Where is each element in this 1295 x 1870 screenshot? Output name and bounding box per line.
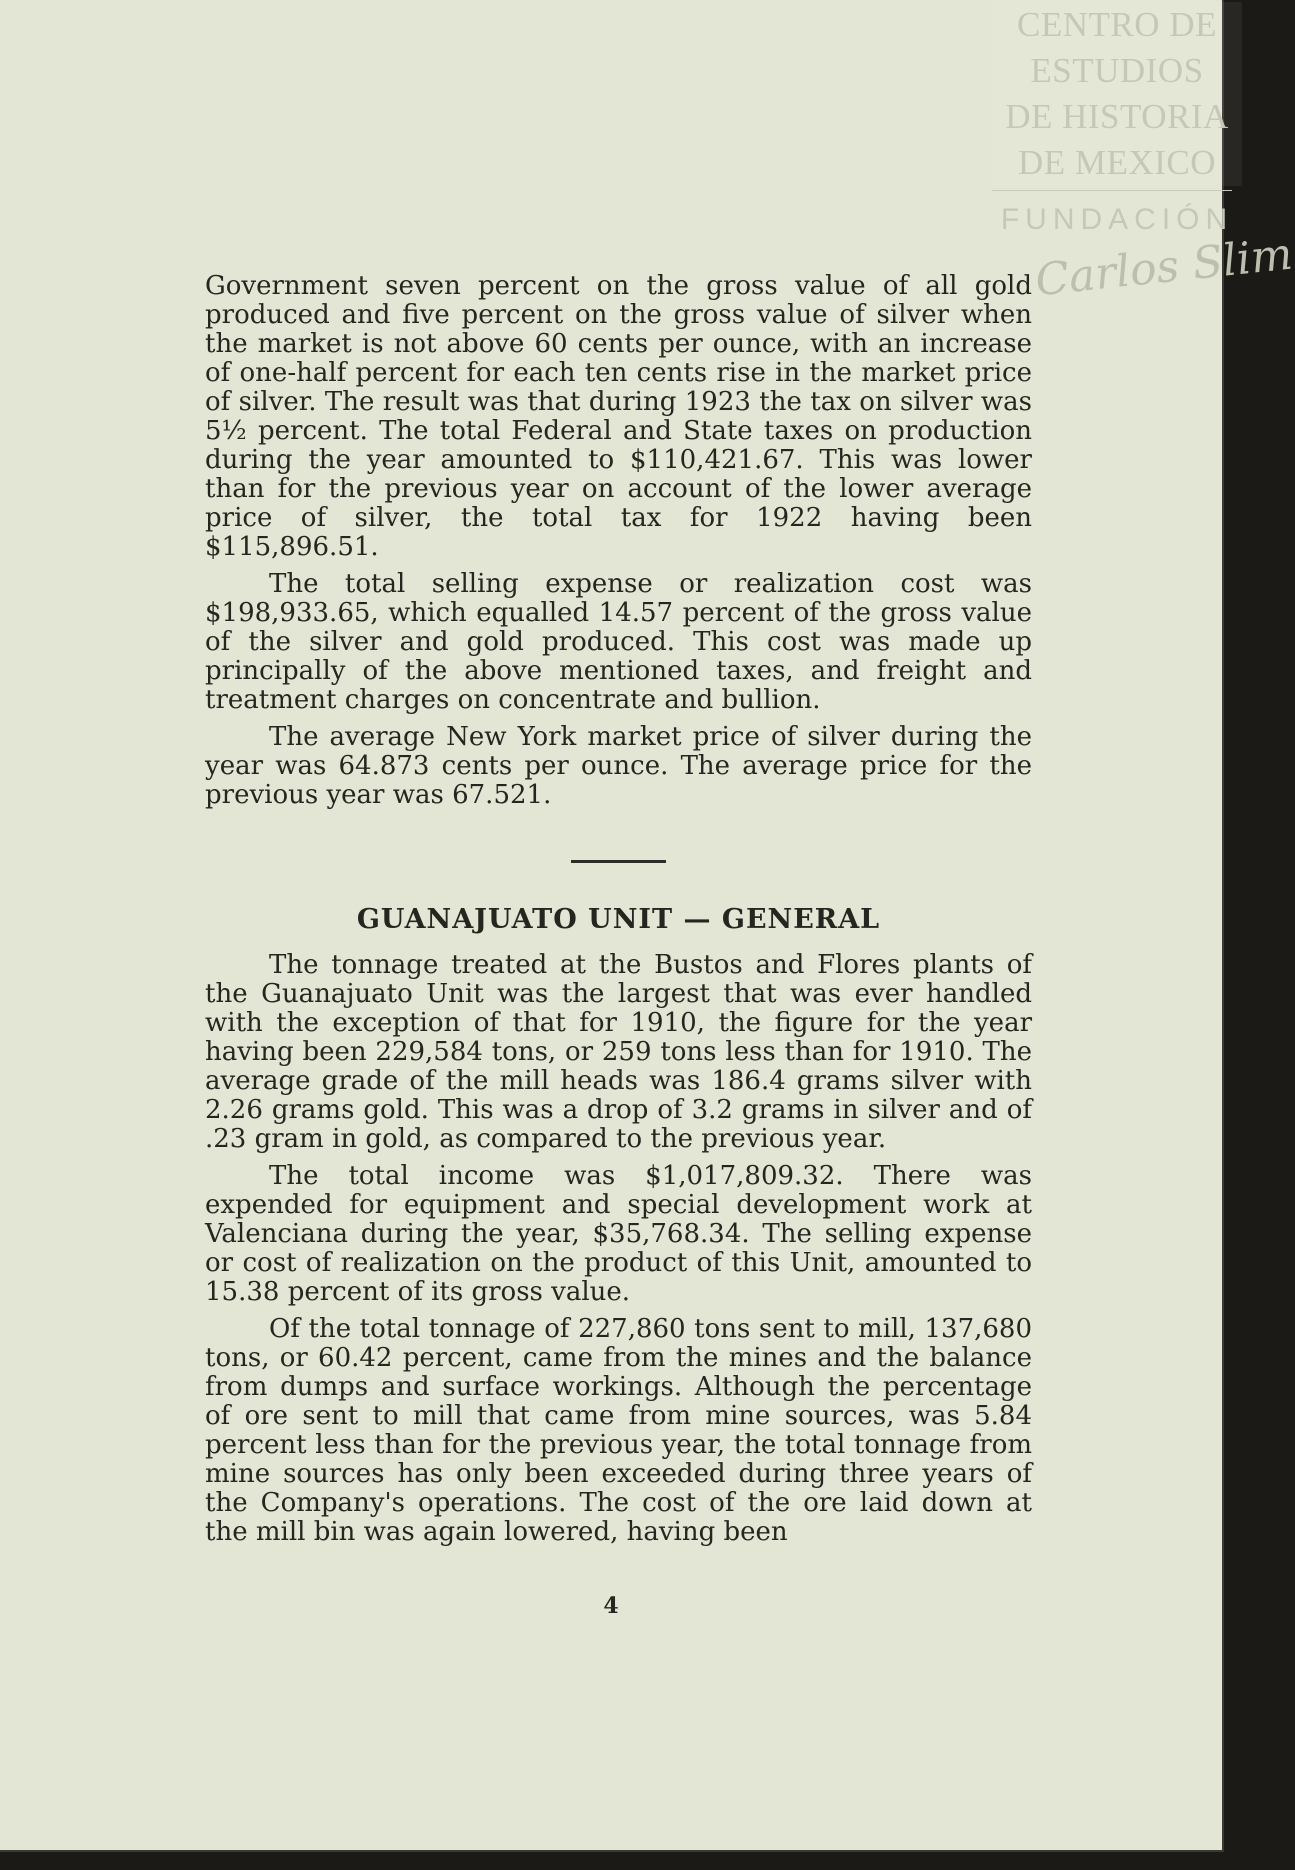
section-paragraph-2: The total income was $1,017,809.32. There was expended for equipment and special development work at Valenciana during the year, $35,768.34. The selling expense or cost of realization on the product of this Unit, amounted to 15.38 percent of its gross value.: [205, 1161, 1032, 1307]
section-heading: GUANAJUATO UNIT — GENERAL: [356, 904, 881, 935]
watermark-divider: [992, 190, 1232, 191]
watermark-institution-block: [992, 2, 1242, 186]
section-paragraph-3: Of the total tonnage of 227,860 tons sent to mill, 137,680 tons, or 60.42 percent, came from the mines and the balance from dumps and surface workings. Although the percentage of ore sent to mill that came from mine sources, was 5.84 percent less than for the previous year, the total tonnage from mine sources has only been exceeded during three years of the Company's operations. The cost of the ore laid down at the mill bin was again lowered, having been: [205, 1314, 1032, 1547]
watermark-line-3: DE HISTORIA: [1005, 97, 1229, 136]
body-paragraph-2: The total selling expense or realization cost was $198,933.65, which equalled 14.57 percent of the gross value of the silver and gold produced. This cost was made up principally of the above mentioned taxes, and freight and treatment charges on concentrate and bullion.: [205, 569, 1032, 715]
watermark-line-4: DE MEXICO: [1018, 143, 1216, 182]
archive-watermark: [992, 0, 1242, 236]
watermark-line-1: CENTRO DE: [1017, 5, 1217, 44]
page-number: 4: [603, 1593, 619, 1619]
section-paragraph-1: The tonnage treated at the Bustos and Flores plants of the Guanajuato Unit was the largest that was ever handled with the exception of that for 1910, the figure for the year having been 229,584 tons, or 259 tons less than for 1910. The average grade of the mill heads was 186.4 grams silver with 2.26 grams gold. This was a drop of 3.2 grams in silver and of .23 gram in gold, as compared to the previous year.: [205, 950, 1032, 1154]
section-divider: [571, 860, 666, 863]
watermark-signature: Carlos Slim: [1032, 228, 1295, 307]
page-content: [205, 272, 1032, 1555]
watermark-line-2: ESTUDIOS: [1030, 51, 1204, 90]
body-paragraph-3: The average New York market price of silver during the year was 64.873 cents per ounce. The average price for the previous year was 67.521.: [205, 722, 1032, 810]
watermark-foundation: FUNDACIÓN: [1000, 203, 1234, 236]
body-paragraph-1: Government seven percent on the gross value of all gold produced and five percent on the gross value of silver when the market is not above 60 cents per ounce, with an increase of one-half percent for each ten cents rise in the market price of silver. The result was that during 1923 the tax on silver was 5½ percent. The total Federal and State taxes on production during the year amounted to $110,421.67. This was lower than for the previous year on account of the lower average price of silver, the total tax for 1922 having been $115,896.51.: [205, 271, 1032, 562]
